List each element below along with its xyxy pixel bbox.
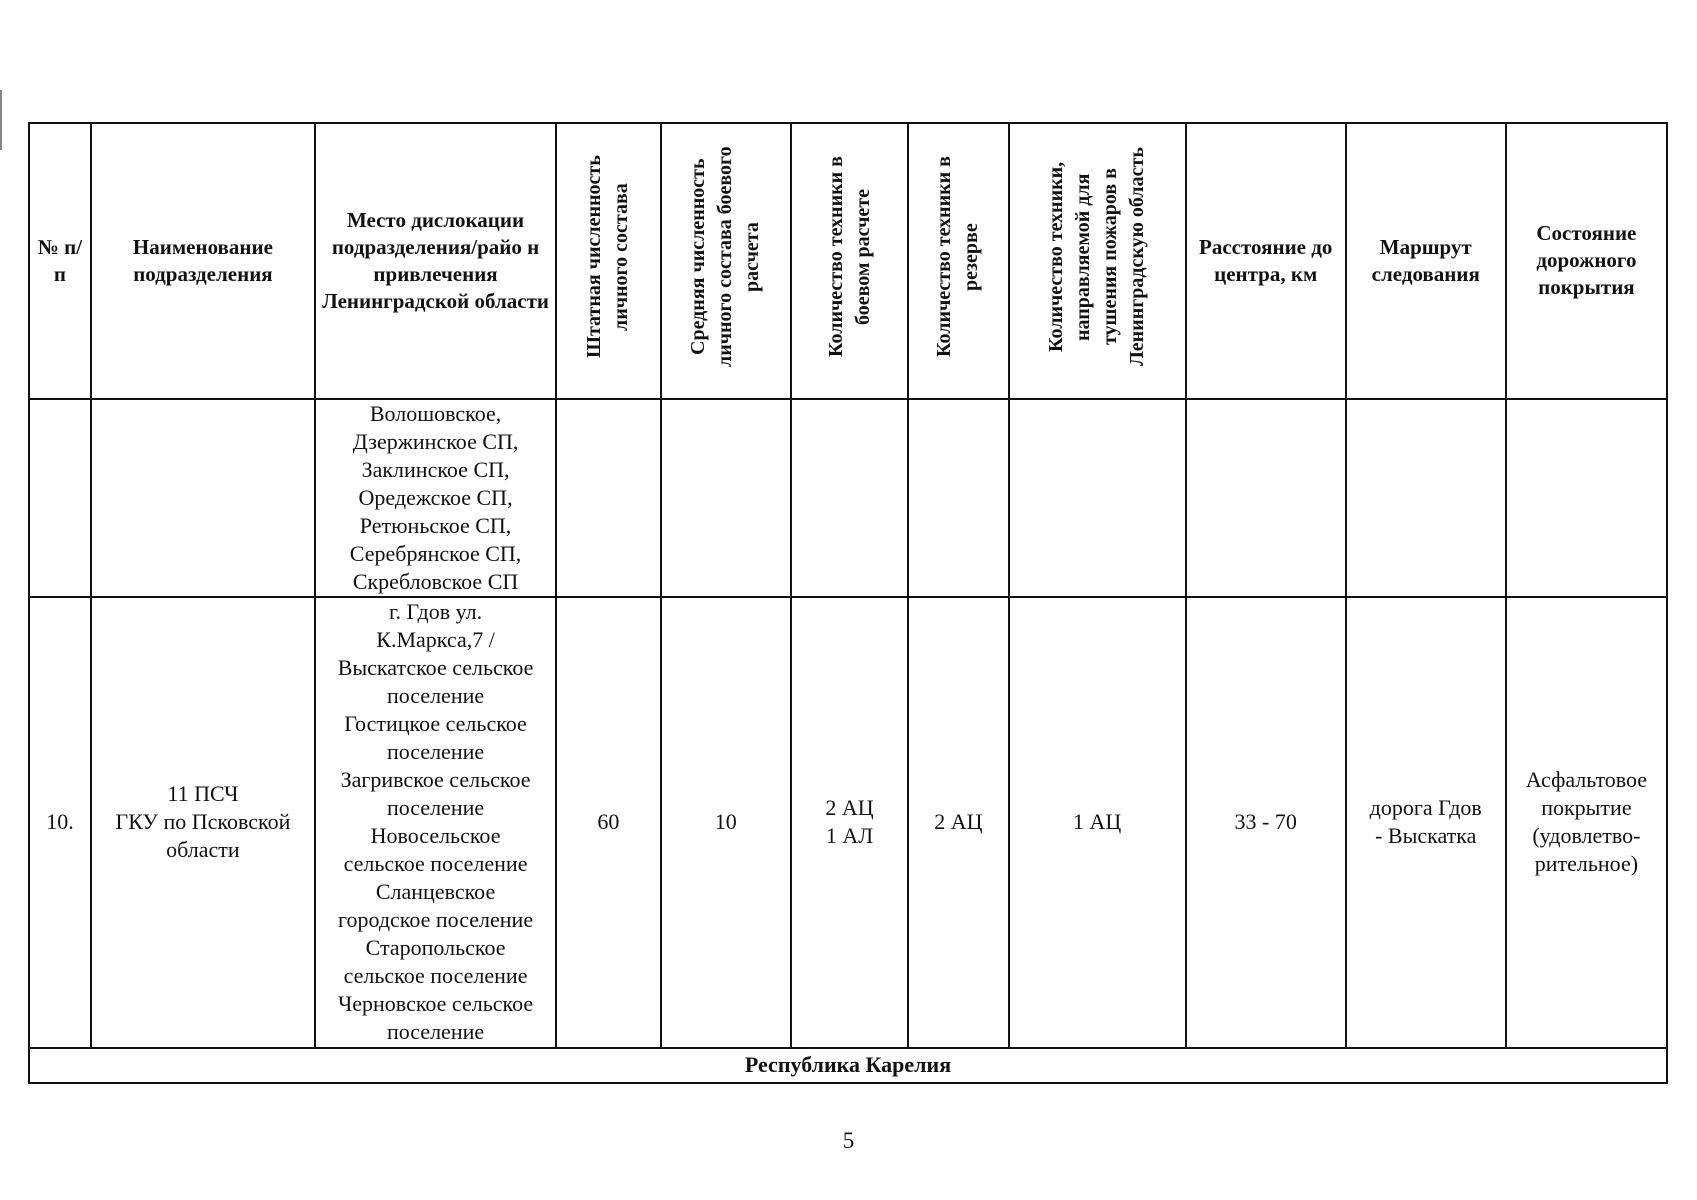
row-equip-reserve: 2 АЦ	[908, 597, 1008, 1048]
cont-equip-combat	[791, 399, 908, 597]
row-staff: 60	[556, 597, 661, 1048]
row-equip-sent: 1 АЦ	[1009, 597, 1186, 1048]
cont-distance	[1186, 399, 1346, 597]
header-road: Состояние дорожного покрытия	[1506, 123, 1667, 399]
header-equip-sent-label: Количество техники, направляемой для тушения пожаров в Ленинградскую область	[1045, 147, 1149, 367]
row-road-line: Асфальтовое	[1525, 767, 1648, 793]
header-location: Место дислокации подразделения/райо н привлечения Ленинградской области	[315, 123, 556, 399]
header-staff-label: Штатная численность личного состава	[583, 155, 633, 359]
row-road-line: (удовлетво-	[1532, 823, 1641, 849]
header-equip-sent	[1009, 123, 1186, 399]
deployment-table	[28, 122, 1668, 1084]
header-avg-staff	[661, 123, 791, 399]
cont-name	[91, 399, 315, 597]
region-heading: Республика Карелия	[29, 1048, 1667, 1083]
row-location-line: Выскатское сельское	[337, 655, 534, 681]
row-num: 10.	[29, 597, 91, 1048]
row-location-line: поселение	[386, 795, 485, 821]
cont-route	[1346, 399, 1506, 597]
header-num: № п/п	[29, 123, 91, 399]
cont-location	[315, 399, 556, 597]
row-equip-combat-line: 2 АЦ	[825, 795, 874, 821]
row-location-line: сельское поселение	[343, 851, 528, 877]
row-road	[1506, 597, 1667, 1048]
row-location-line: Загривское сельское	[340, 767, 531, 793]
cont-location-line: Волошовское,	[369, 400, 502, 426]
row-location-line: Черновское сельское	[337, 991, 534, 1017]
cont-location-line: Заклинское СП,	[361, 456, 510, 482]
row-location-line: городское поселение	[338, 907, 534, 933]
header-row	[29, 123, 1667, 399]
row-equip-combat	[791, 597, 908, 1048]
row-distance: 33 - 70	[1186, 597, 1346, 1048]
header-equip-combat-label: Количество техники в боевом расчете	[824, 156, 874, 358]
row-name	[91, 597, 315, 1048]
row-route-line: дорога Гдов	[1369, 795, 1482, 821]
row-location-line: К.Маркса,7 /	[376, 627, 495, 653]
row-location-line: Сланцевское	[375, 879, 496, 905]
cont-equip-sent	[1009, 399, 1186, 597]
row-location-line: поселение	[386, 739, 485, 765]
cont-location-line: Дзержинское СП,	[352, 428, 519, 454]
cont-staff	[556, 399, 661, 597]
row-road-line: покрытие	[1541, 795, 1632, 821]
row-road-line: рительное)	[1534, 851, 1639, 877]
row-name-line: 11 ПСЧ	[167, 781, 239, 807]
row-location-line: поселение	[386, 683, 485, 709]
row-location-line: сельское поселение	[343, 963, 528, 989]
row-route-line: - Выскатка	[1375, 823, 1477, 849]
header-equip-reserve	[908, 123, 1008, 399]
header-equip-combat	[791, 123, 908, 399]
row-location	[315, 597, 556, 1048]
region-row	[29, 1048, 1667, 1083]
table-row	[29, 597, 1667, 1048]
row-location-line: Гостицкое сельское	[344, 711, 527, 737]
cont-location-line: Серебрянское СП,	[349, 540, 522, 566]
cont-equip-reserve	[908, 399, 1008, 597]
row-location-line: поселение	[386, 1019, 485, 1045]
header-distance: Расстояние до центра, км	[1186, 123, 1346, 399]
row-avg-staff: 10	[661, 597, 791, 1048]
page-number: 5	[842, 1128, 855, 1153]
row-name-line: ГКУ по Псковской	[115, 809, 291, 835]
cont-road	[1506, 399, 1667, 597]
cont-location-line: Скребловское СП	[352, 568, 519, 594]
cont-num	[29, 399, 91, 597]
row-location-line: Старопольское	[365, 935, 506, 961]
header-staff	[556, 123, 661, 399]
row-location-line: г. Гдов ул.	[388, 599, 483, 625]
header-avg-staff-label: Средняя численность личного состава боевого расчета	[687, 146, 764, 368]
header-name: Наименование подразделения	[91, 123, 315, 399]
row-location-line: Новосельское	[370, 823, 501, 849]
page-edge-mark	[0, 90, 2, 150]
row-route	[1346, 597, 1506, 1048]
header-equip-reserve-label: Количество техники в резерве	[933, 156, 983, 358]
continuation-row	[29, 399, 1667, 597]
header-route: Маршрут следования	[1346, 123, 1506, 399]
cont-location-line: Ретюньское СП,	[359, 512, 512, 538]
row-name-line: области	[166, 837, 240, 863]
row-equip-combat-line: 1 АЛ	[825, 823, 874, 849]
cont-location-line: Оредежское СП,	[358, 484, 513, 510]
cont-avg-staff	[661, 399, 791, 597]
